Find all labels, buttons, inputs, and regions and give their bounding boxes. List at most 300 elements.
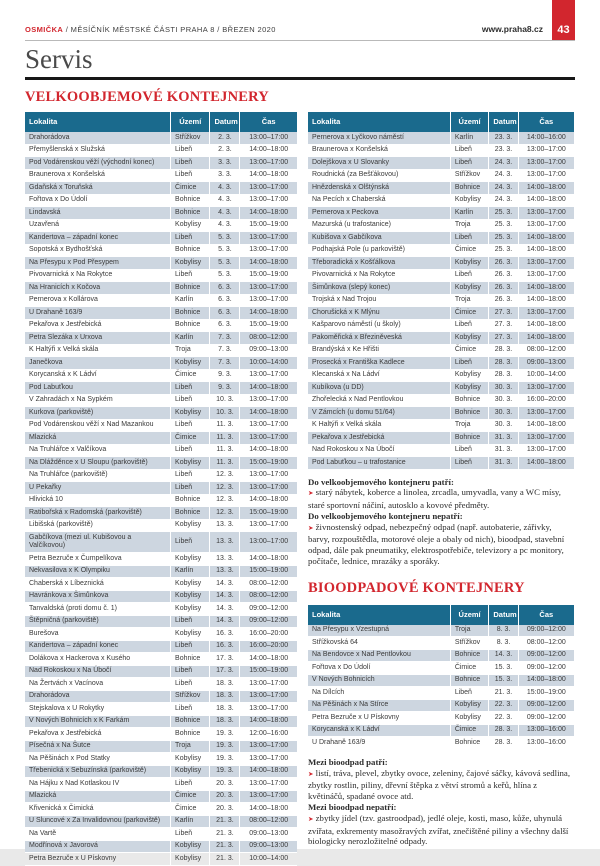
date-cell: 6. 3. <box>210 319 240 332</box>
table-row <box>308 637 574 650</box>
table-row <box>308 219 574 232</box>
locality-cell: Na Pěšinách x Pod Statky <box>25 753 171 766</box>
table-row <box>308 257 574 270</box>
time-cell: 08:00–12:00 <box>240 332 297 345</box>
date-cell: 21. 3. <box>210 828 240 841</box>
time-cell: 13:00–17:00 <box>518 407 574 420</box>
column-header: Území <box>450 112 489 132</box>
table-row <box>25 482 297 495</box>
district-cell: Libeň <box>171 169 210 182</box>
locality-cell: Hnězdenská x Olštýnská <box>308 182 450 195</box>
date-cell: 16. 3. <box>210 628 240 641</box>
locality-cell: Střížkovská 64 <box>308 637 450 650</box>
table-row <box>25 507 297 520</box>
district-cell: Bohnice <box>171 715 210 728</box>
bio-belongs-text <box>308 768 574 802</box>
district-cell: Kobylisy <box>171 357 210 370</box>
locality-cell: Na Hájku x Nad Kotlaskou IV <box>25 778 171 791</box>
section-title: Servis <box>25 44 93 74</box>
district-cell: Kobylisy <box>171 219 210 232</box>
time-cell: 13:00–17:00 <box>518 382 574 395</box>
locality-cell: U Pekařky <box>25 482 171 495</box>
date-cell: 25. 3. <box>489 244 518 257</box>
table-row <box>308 144 574 157</box>
district-cell: Čimice <box>171 803 210 816</box>
time-cell: 13:00–17:00 <box>240 678 297 691</box>
locality-cell: Petra Slezáka x Urxova <box>25 332 171 345</box>
date-cell: 30. 3. <box>489 407 518 420</box>
date-cell: 10. 3. <box>210 394 240 407</box>
table-row <box>25 194 297 207</box>
date-cell: 19. 3. <box>210 753 240 766</box>
bulky-belongs-body: starý nábytek, koberce a linolea, zrcadla, umyvadla, vany a WC mísy, staré sportovní náčiní, autosklo a kovové předměty. <box>308 487 561 511</box>
district-cell: Troja <box>450 625 489 637</box>
date-cell: 6. 3. <box>210 307 240 320</box>
locality-cell: Na Žertvách x Vacínova <box>25 678 171 691</box>
time-cell: 13:00–17:00 <box>240 369 297 382</box>
time-cell: 13:00–17:00 <box>240 753 297 766</box>
locality-cell: K Haltýři x Velká skála <box>25 344 171 357</box>
table-row <box>308 712 574 725</box>
time-cell: 13:00–17:00 <box>240 132 297 144</box>
locality-cell: Drahorádova <box>25 132 171 144</box>
district-cell: Kobylisy <box>450 282 489 295</box>
locality-cell: Pakoměřická x Březiněveská <box>308 332 450 345</box>
time-cell: 13:00–17:00 <box>240 519 297 532</box>
table-row <box>25 753 297 766</box>
locality-cell: Fořtova x Do Údolí <box>25 194 171 207</box>
bio-info <box>308 757 574 847</box>
locality-cell: Roudnická (za Bešťákovou) <box>308 169 450 182</box>
arrow-bullet-icon: ➤ <box>308 770 314 778</box>
time-cell: 09:00–13:00 <box>240 344 297 357</box>
date-cell: 13. 3. <box>210 532 240 553</box>
table-row <box>25 407 297 420</box>
table-row <box>308 332 574 345</box>
district-cell: Karlín <box>171 294 210 307</box>
locality-cell: Kubišova x Gabčíkova <box>308 232 450 245</box>
date-cell: 28. 3. <box>489 737 518 750</box>
locality-cell: Pernerova x Kollárova <box>25 294 171 307</box>
date-cell: 9. 3. <box>210 369 240 382</box>
table-row <box>25 765 297 778</box>
masthead-title <box>25 25 276 34</box>
table-row <box>25 457 297 470</box>
time-cell: 16:00–20:00 <box>518 394 574 407</box>
table-row <box>25 357 297 370</box>
locality-cell: Zhořelecká x Nad Pentlovkou <box>308 394 450 407</box>
table-row <box>308 369 574 382</box>
time-cell: 13:00–17:00 <box>240 244 297 257</box>
date-cell: 11. 3. <box>210 419 240 432</box>
table-row <box>308 687 574 700</box>
date-cell: 2. 3. <box>210 132 240 144</box>
time-cell: 14:00–18:00 <box>240 803 297 816</box>
table-row <box>25 319 297 332</box>
table-row <box>308 344 574 357</box>
date-cell: 19. 3. <box>210 765 240 778</box>
district-cell: Bohnice <box>171 507 210 520</box>
table-row <box>25 219 297 232</box>
date-cell: 26. 3. <box>489 257 518 270</box>
time-cell: 13:00–17:00 <box>518 207 574 220</box>
date-cell: 23. 3. <box>489 144 518 157</box>
date-cell: 31. 3. <box>489 457 518 470</box>
column-header: Lokalita <box>308 112 450 132</box>
district-cell: Libeň <box>171 678 210 691</box>
locality-cell: Pivovarnická x Na Rokytce <box>308 269 450 282</box>
date-cell: 24. 3. <box>489 194 518 207</box>
district-cell: Kobylisy <box>450 369 489 382</box>
date-cell: 30. 3. <box>489 394 518 407</box>
district-cell: Karlín <box>171 815 210 828</box>
locality-cell: Drahorádova <box>25 690 171 703</box>
table-row <box>25 182 297 195</box>
district-cell: Libeň <box>450 232 489 245</box>
district-cell: Bohnice <box>171 282 210 295</box>
date-cell: 31. 3. <box>489 432 518 445</box>
time-cell: 13:00–17:00 <box>240 790 297 803</box>
district-cell: Čimice <box>450 724 489 737</box>
time-cell: 14:00–18:00 <box>240 407 297 420</box>
table-row <box>308 394 574 407</box>
table-row <box>25 144 297 157</box>
district-cell: Kobylisy <box>450 332 489 345</box>
table-row <box>308 194 574 207</box>
table-row <box>308 444 574 457</box>
district-cell: Libeň <box>171 394 210 407</box>
table-row <box>308 699 574 712</box>
date-cell: 2. 3. <box>210 144 240 157</box>
district-cell: Čimice <box>450 307 489 320</box>
time-cell: 13:00–17:00 <box>240 294 297 307</box>
table-row <box>308 457 574 470</box>
time-cell: 13:00–17:00 <box>518 257 574 270</box>
district-cell: Kobylisy <box>450 257 489 270</box>
time-cell: 14:00–18:00 <box>518 232 574 245</box>
time-cell: 14:00–18:00 <box>240 494 297 507</box>
district-cell: Bohnice <box>171 319 210 332</box>
website-url: www.praha8.cz <box>481 24 543 34</box>
table-row <box>25 157 297 170</box>
time-cell: 14:00–18:00 <box>518 282 574 295</box>
time-cell: 14:00–18:00 <box>240 257 297 270</box>
date-cell: 15. 3. <box>489 674 518 687</box>
table-row <box>25 803 297 816</box>
district-cell: Čimice <box>171 790 210 803</box>
time-cell: 14:00–18:00 <box>240 144 297 157</box>
time-cell: 14:00–16:00 <box>518 132 574 144</box>
date-cell: 5. 3. <box>210 257 240 270</box>
time-cell: 13:00–17:00 <box>240 740 297 753</box>
date-cell: 12. 3. <box>210 482 240 495</box>
date-cell: 11. 3. <box>210 432 240 445</box>
date-cell: 26. 3. <box>489 294 518 307</box>
time-cell: 15:00–19:00 <box>240 269 297 282</box>
district-cell: Libeň <box>171 469 210 482</box>
district-cell: Libeň <box>171 665 210 678</box>
locality-cell: Pod Labuťkou <box>25 382 171 395</box>
time-cell: 13:00–17:00 <box>240 157 297 170</box>
time-cell: 14:00–18:00 <box>518 332 574 345</box>
district-cell: Troja <box>171 740 210 753</box>
time-cell: 14:00–18:00 <box>518 244 574 257</box>
date-cell: 20. 3. <box>210 790 240 803</box>
date-cell: 17. 3. <box>210 665 240 678</box>
right-column <box>308 112 574 847</box>
date-cell: 5. 3. <box>210 244 240 257</box>
locality-cell: Kandertova – západní konec <box>25 232 171 245</box>
time-cell: 09:00–12:00 <box>518 662 574 675</box>
locality-cell: Na Hranicích x Kočova <box>25 282 171 295</box>
locality-cell: Na Truhlářce x Valčíkova <box>25 444 171 457</box>
table-row <box>25 628 297 641</box>
date-cell: 18. 3. <box>210 703 240 716</box>
district-cell: Kobylisy <box>450 712 489 725</box>
district-cell: Bohnice <box>450 649 489 662</box>
date-cell: 19. 3. <box>210 740 240 753</box>
table-row <box>25 853 297 866</box>
table-header-row <box>308 112 574 132</box>
bulky-table-left <box>25 112 297 866</box>
time-cell: 14:00–18:00 <box>240 653 297 666</box>
table-row <box>308 407 574 420</box>
district-cell: Libeň <box>171 778 210 791</box>
locality-cell: U Drahaně 163/9 <box>25 307 171 320</box>
date-cell: 28. 3. <box>489 344 518 357</box>
date-cell: 25. 3. <box>489 219 518 232</box>
district-cell: Bohnice <box>450 394 489 407</box>
table-row <box>25 269 297 282</box>
table-row <box>25 344 297 357</box>
time-cell: 09:00–12:00 <box>518 649 574 662</box>
locality-cell: Na Vartě <box>25 828 171 841</box>
table-row <box>25 615 297 628</box>
table-row <box>25 257 297 270</box>
table-row <box>308 132 574 144</box>
time-cell: 08:00–12:00 <box>240 815 297 828</box>
time-cell: 12:00–16:00 <box>240 728 297 741</box>
district-cell: Kobylisy <box>171 407 210 420</box>
time-cell: 08:00–12:00 <box>240 590 297 603</box>
time-cell: 13:00–17:00 <box>240 703 297 716</box>
bulky-not-belongs-body: živnostenský odpad, nebezpečný odpad (např. autobaterie, zářivky, barvy, rozpouštědla, motorové oleje a obaly od nich), bioodpad, stavební odpad, dále pak pneumatiky, elektrospotřebiče, televizory a pc monitory, počítače, lednice, mrazáky a sporáky. <box>308 521 565 567</box>
table-row <box>25 394 297 407</box>
date-cell: 13. 3. <box>210 565 240 578</box>
table-row <box>308 232 574 245</box>
table-row <box>25 332 297 345</box>
time-cell: 10:00–14:00 <box>518 369 574 382</box>
table-row <box>25 444 297 457</box>
time-cell: 15:00–19:00 <box>240 219 297 232</box>
bio-not-belongs-body: zbytky jídel (tzv. gastroodpad), jedlé oleje, kosti, maso, kůže, uhynulá zvířata, exkrementy masožravých zvířat, znečištěné piliny a všechny další biologicky nerozložitelné odpady. <box>308 812 569 847</box>
locality-cell: V Nových Bohnicích x K Farkám <box>25 715 171 728</box>
locality-cell: Pod Vodárenskou věží x Nad Mazankou <box>25 419 171 432</box>
locality-cell: Pernerova x Peckova <box>308 207 450 220</box>
date-cell: 5. 3. <box>210 269 240 282</box>
time-cell: 14:00–18:00 <box>240 444 297 457</box>
locality-cell: Pod Labuťkou – u trafostanice <box>308 457 450 470</box>
district-cell: Střížkov <box>450 637 489 650</box>
date-cell: 3. 3. <box>210 157 240 170</box>
date-cell: 20. 3. <box>210 778 240 791</box>
district-cell: Bohnice <box>450 674 489 687</box>
time-cell: 13:00–17:00 <box>240 282 297 295</box>
bio-not-belongs-title: Mezi bioodpad nepatří: <box>308 802 397 813</box>
date-cell: 17. 3. <box>210 653 240 666</box>
district-cell: Libeň <box>171 144 210 157</box>
table-row <box>25 244 297 257</box>
district-cell: Karlín <box>171 565 210 578</box>
arrow-bullet-icon: ➤ <box>308 490 314 498</box>
locality-cell: Pekařova x Jestřebická <box>25 728 171 741</box>
locality-cell: Podhajská Pole (u parkoviště) <box>308 244 450 257</box>
table-row <box>308 432 574 445</box>
locality-cell: Trojská x Nad Trojou <box>308 294 450 307</box>
district-cell: Bohnice <box>171 728 210 741</box>
district-cell: Libeň <box>450 269 489 282</box>
time-cell: 14:00–18:00 <box>240 382 297 395</box>
date-cell: 12. 3. <box>210 494 240 507</box>
date-cell: 13. 3. <box>210 553 240 566</box>
date-cell: 15. 3. <box>489 662 518 675</box>
locality-cell: Hlivická 10 <box>25 494 171 507</box>
locality-cell: Křivenická x Čimická <box>25 803 171 816</box>
masthead <box>25 0 575 41</box>
table-row <box>308 169 574 182</box>
locality-cell: Petra Bezruče x U Pískovny <box>25 853 171 866</box>
column-header: Území <box>450 605 489 625</box>
district-cell: Čimice <box>450 344 489 357</box>
locality-cell: Janečkova <box>25 357 171 370</box>
district-cell: Libeň <box>171 532 210 553</box>
time-cell: 09:00–12:00 <box>518 699 574 712</box>
divider-rule <box>25 77 575 80</box>
district-cell: Čimice <box>450 244 489 257</box>
district-cell: Libeň <box>171 419 210 432</box>
time-cell: 13:00–17:00 <box>240 532 297 553</box>
table-header-row <box>308 605 574 625</box>
bulky-table-right <box>308 112 574 470</box>
table-row <box>25 432 297 445</box>
locality-cell: Třeboradická x Košťálkova <box>308 257 450 270</box>
time-cell: 14:00–18:00 <box>240 765 297 778</box>
column-header: Datum <box>489 605 518 625</box>
table-row <box>25 207 297 220</box>
district-cell: Libeň <box>171 615 210 628</box>
time-cell: 13:00–17:00 <box>240 432 297 445</box>
table-row <box>25 369 297 382</box>
district-cell: Bohnice <box>450 182 489 195</box>
time-cell: 13:00–17:00 <box>518 144 574 157</box>
locality-cell: V Nových Bohnicích <box>308 674 450 687</box>
arrow-bullet-icon: ➤ <box>308 524 314 532</box>
district-cell: Bohnice <box>450 432 489 445</box>
date-cell: 24. 3. <box>489 157 518 170</box>
time-cell: 09:00–12:00 <box>240 615 297 628</box>
time-cell: 15:00–19:00 <box>240 457 297 470</box>
locality-cell: Nad Rokoskou x Na Úbočí <box>25 665 171 678</box>
time-cell: 08:00–12:00 <box>240 578 297 591</box>
date-cell: 5. 3. <box>210 232 240 245</box>
bio-containers-heading: BIOODPADOVÉ KONTEJNERY <box>308 579 525 596</box>
date-cell: 31. 3. <box>489 444 518 457</box>
column-header: Čas <box>240 112 297 132</box>
time-cell: 13:00–17:00 <box>518 432 574 445</box>
date-cell: 14. 3. <box>210 578 240 591</box>
district-cell: Kobylisy <box>171 753 210 766</box>
locality-cell: K Haltýři x Velká skála <box>308 419 450 432</box>
locality-cell: Chaberská x Líbeznická <box>25 578 171 591</box>
locality-cell: Tanvaldská (proti domu č. 1) <box>25 603 171 616</box>
time-cell: 14:00–18:00 <box>518 194 574 207</box>
locality-cell: Korycanská x K Ládví <box>308 724 450 737</box>
column-header: Lokalita <box>25 112 171 132</box>
district-cell: Libeň <box>171 232 210 245</box>
table-row <box>308 269 574 282</box>
time-cell: 13:00–17:00 <box>518 157 574 170</box>
locality-cell: Lindavská <box>25 207 171 220</box>
locality-cell: Kurkova (parkoviště) <box>25 407 171 420</box>
district-cell: Střížkov <box>450 169 489 182</box>
district-cell: Kobylisy <box>171 603 210 616</box>
date-cell: 11. 3. <box>210 444 240 457</box>
locality-cell: Mlazická <box>25 790 171 803</box>
locality-cell: U Sluncové x Za Invalidovnou (parkoviště) <box>25 815 171 828</box>
locality-cell: Dolejškova x U Slovanky <box>308 157 450 170</box>
date-cell: 21. 3. <box>489 687 518 700</box>
time-cell: 13:00–17:00 <box>240 778 297 791</box>
locality-cell: Mlazická <box>25 432 171 445</box>
district-cell: Bohnice <box>171 244 210 257</box>
locality-cell: Klecanská x Na Ládví <box>308 369 450 382</box>
date-cell: 11. 3. <box>210 457 240 470</box>
locality-cell: Na Pecích x Chaberská <box>308 194 450 207</box>
table-row <box>25 840 297 853</box>
locality-cell: Gabčíkova (mezi ul. Kubišovou a Valčíkovou) <box>25 532 171 553</box>
locality-cell: Sopotská x Bydhošťská <box>25 244 171 257</box>
time-cell: 13:00–17:00 <box>518 169 574 182</box>
table-row <box>308 419 574 432</box>
time-cell: 13:00–16:00 <box>518 724 574 737</box>
column-header: Datum <box>210 112 240 132</box>
district-cell: Kobylisy <box>171 578 210 591</box>
date-cell: 28. 3. <box>489 724 518 737</box>
locality-cell: Nad Rokoskou x Na Úbočí <box>308 444 450 457</box>
locality-cell: Stejskalova x U Rokytky <box>25 703 171 716</box>
locality-cell: Petra Bezruče x Čumpelíkova <box>25 553 171 566</box>
locality-cell: Na Přesypu x Vzestupná <box>308 625 450 637</box>
time-cell: 14:00–18:00 <box>518 419 574 432</box>
time-cell: 13:00–17:00 <box>518 219 574 232</box>
date-cell: 27. 3. <box>489 307 518 320</box>
date-cell: 4. 3. <box>210 219 240 232</box>
time-cell: 13:00–17:00 <box>240 469 297 482</box>
locality-cell: Petra Bezruče x U Pískovny <box>308 712 450 725</box>
table-row <box>25 778 297 791</box>
time-cell: 15:00–19:00 <box>240 665 297 678</box>
locality-cell: Na Dílcích <box>308 687 450 700</box>
table-row <box>25 828 297 841</box>
time-cell: 15:00–19:00 <box>240 319 297 332</box>
time-cell: 14:00–18:00 <box>518 457 574 470</box>
time-cell: 09:00–13:00 <box>240 828 297 841</box>
district-cell: Libeň <box>450 457 489 470</box>
locality-cell: Fořtova x Do Údolí <box>308 662 450 675</box>
bulky-not-belongs-title: Do velkoobjemového kontejneru nepatří: <box>308 510 463 521</box>
district-cell: Libeň <box>450 687 489 700</box>
page-number: 43 <box>557 24 570 36</box>
